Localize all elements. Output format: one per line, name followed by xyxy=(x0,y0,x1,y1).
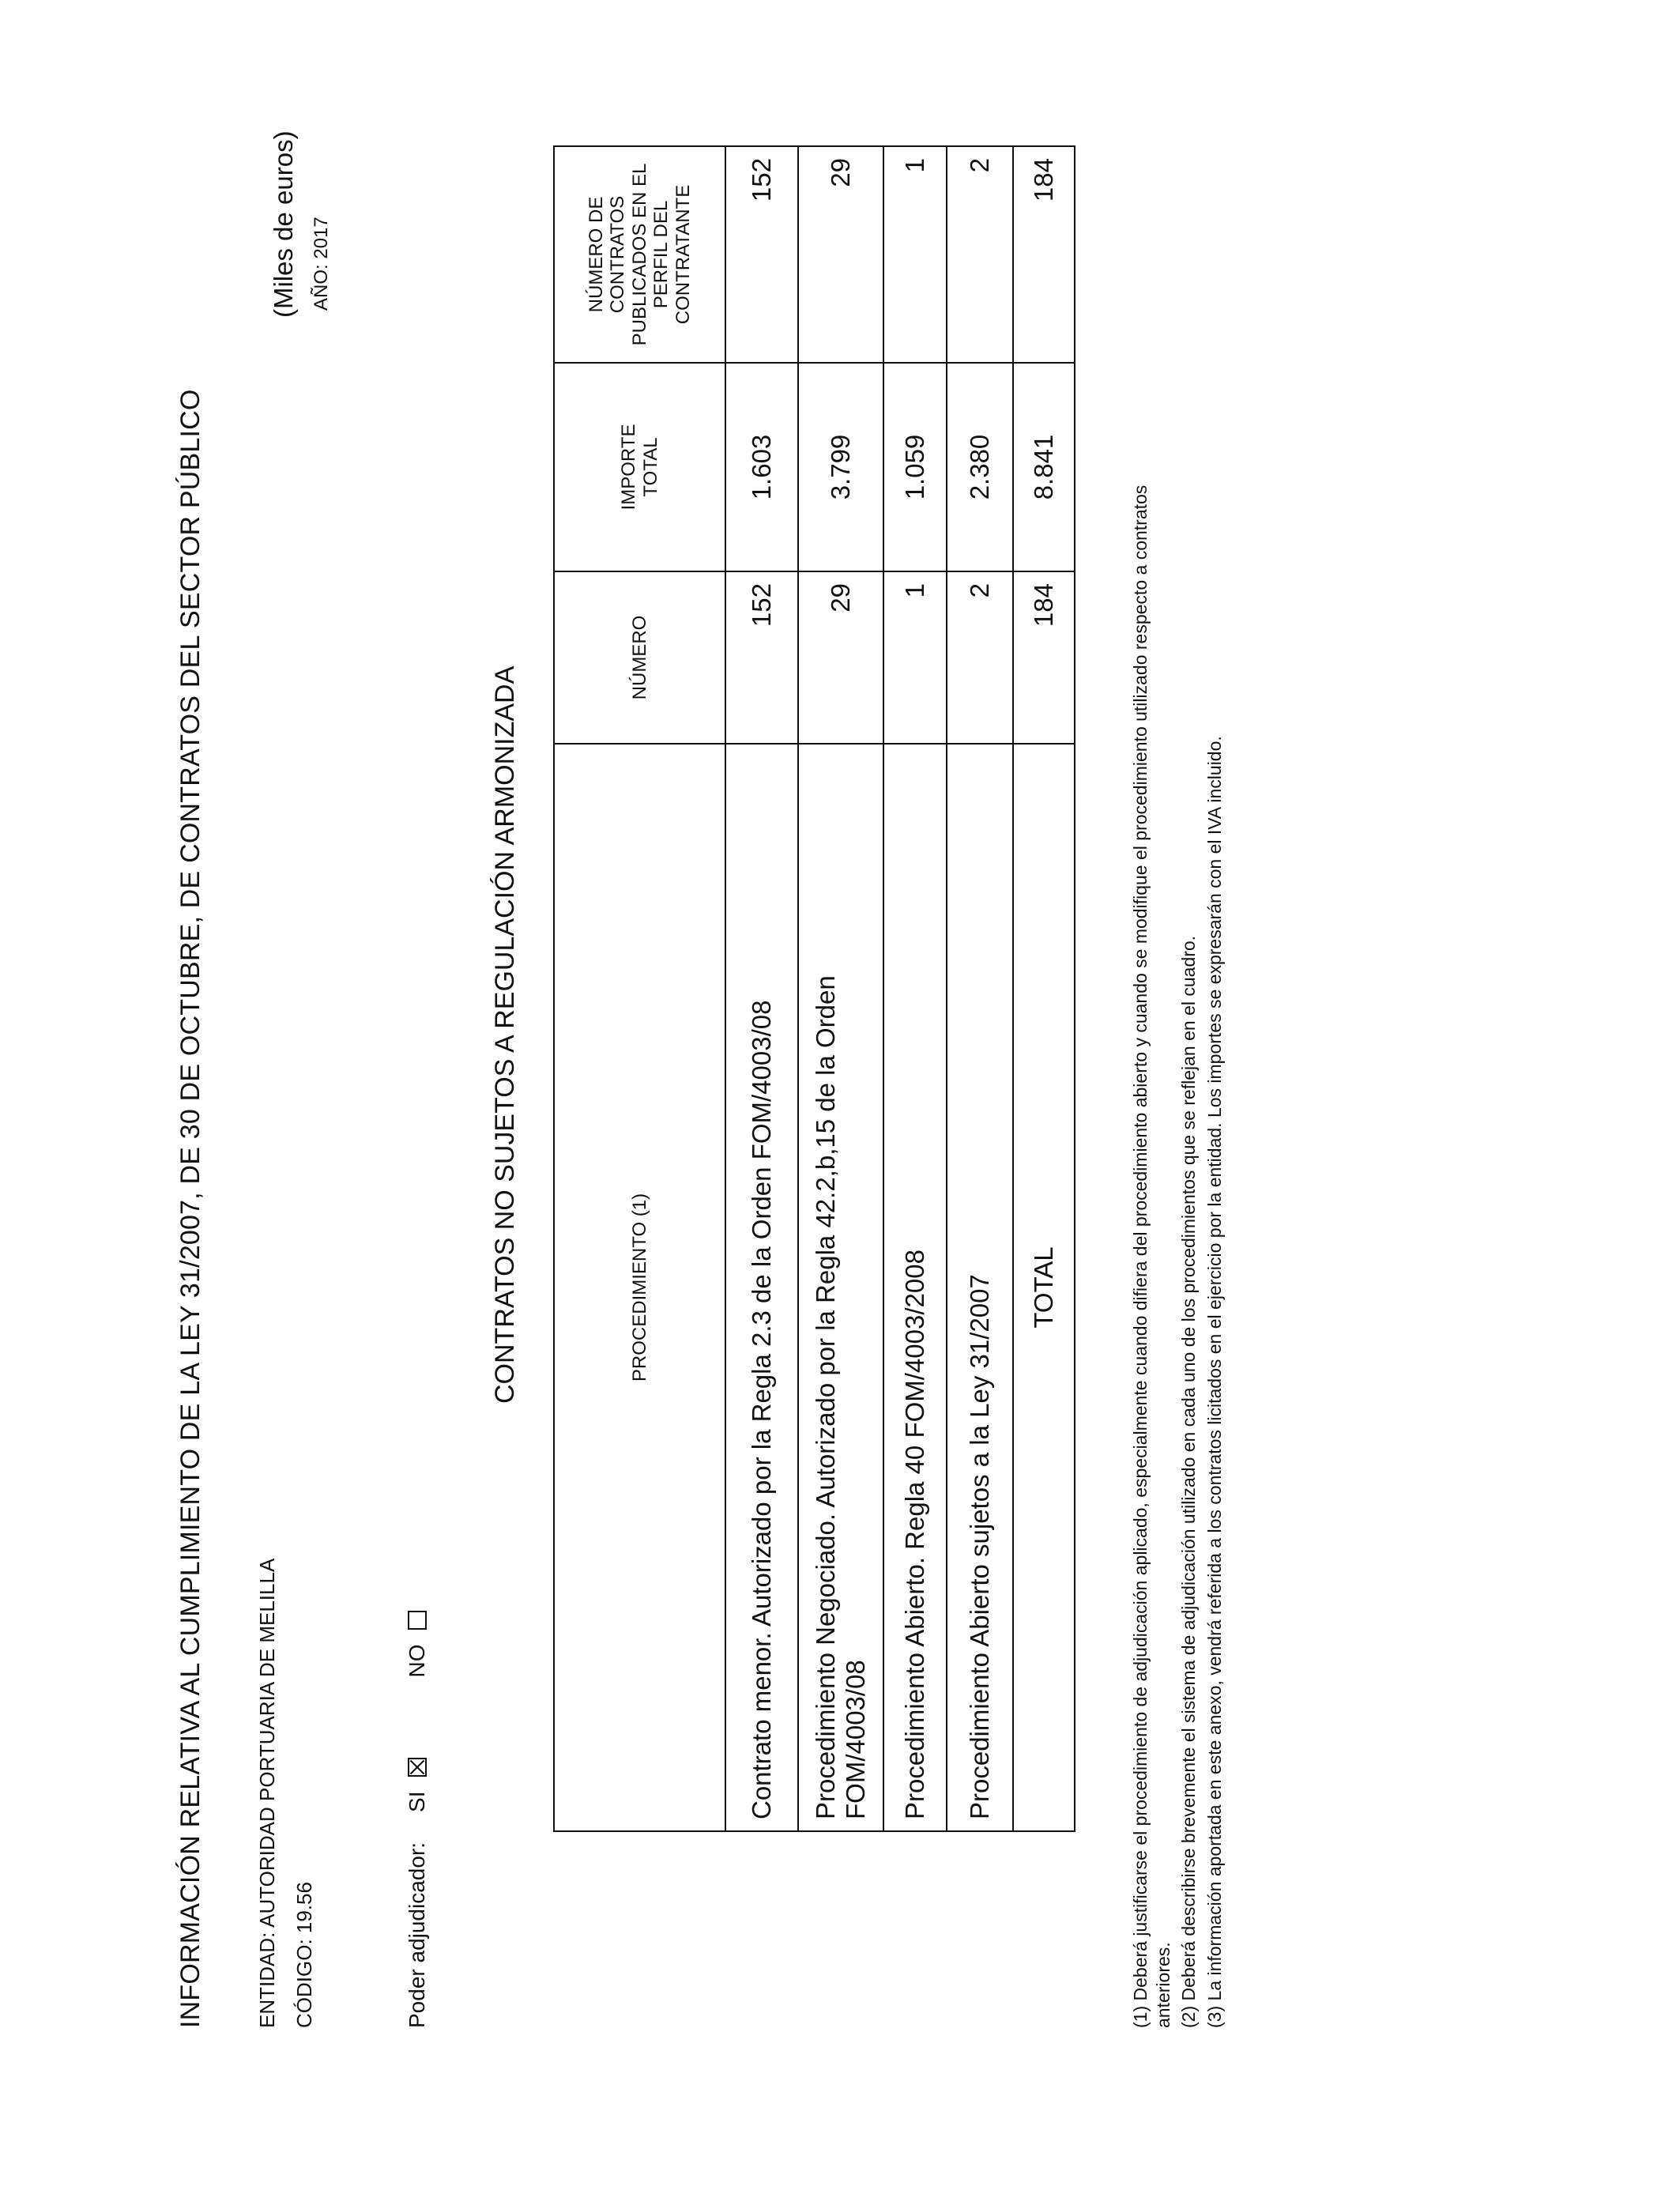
cell-importe: 1.603 xyxy=(725,363,798,571)
cell-publicados: 1 xyxy=(883,146,947,363)
no-checkbox xyxy=(408,1611,427,1630)
poder-adjudicador-label: Poder adjudicador: xyxy=(405,1842,429,2028)
cell-numero: 2 xyxy=(947,571,1013,744)
cell-numero: 1 xyxy=(883,571,947,744)
page-title: INFORMACIÓN RELATIVA AL CUMPLIMIENTO DE LA LEY 31/2007, DE 30 DE OCTUBRE, DE CONTRATOS DEL SECTOR PÚBLICO xyxy=(175,389,205,2028)
cell-procedimiento: Contrato menor. Autorizado por la Regla 2.3 de la Orden FOM/4003/08 xyxy=(725,744,798,1831)
cell-procedimiento: Procedimiento Abierto. Regla 40 FOM/4003/2008 xyxy=(883,744,947,1831)
cell-numero: 29 xyxy=(798,571,883,744)
cell-publicados: 2 xyxy=(947,146,1013,363)
table-row xyxy=(947,146,1013,1831)
header-publicados: NÚMERO DE CONTRATOS PUBLICADOS EN EL PERFIL DEL CONTRATANTE xyxy=(554,146,725,363)
total-numero: 184 xyxy=(1013,571,1075,744)
header-procedimiento: PROCEDIMIENTO (1) xyxy=(554,744,725,1831)
cell-numero: 152 xyxy=(725,571,798,744)
cell-publicados: 152 xyxy=(725,146,798,363)
header-importe: IMPORTE TOTAL xyxy=(554,363,725,571)
cell-procedimiento: Procedimiento Negociado. Autorizado por la Regla 42.2,b,15 de la Orden FOM/4003/08 xyxy=(798,744,883,1831)
cell-procedimiento: Procedimiento Abierto sujetos a la Ley 31/2007 xyxy=(947,744,1013,1831)
cell-importe: 1.059 xyxy=(883,363,947,571)
contracts-table xyxy=(553,145,1075,1832)
total-label: TOTAL xyxy=(1013,744,1075,1831)
table-row xyxy=(725,146,798,1831)
cell-publicados: 29 xyxy=(798,146,883,363)
header-numero: NÚMERO xyxy=(554,571,725,744)
table-header-row xyxy=(554,146,725,1831)
units-label: (Miles de euros) xyxy=(269,130,298,318)
table-row xyxy=(798,146,883,1831)
entity-name: ENTIDAD: AUTORIDAD PORTUARIA DE MELILLA xyxy=(255,1558,279,2028)
footnote-1-continuation: anteriores. xyxy=(1153,1942,1173,2028)
footnote-2: (2) Deberá describirse brevemente el sistema de adjudicación utilizado en cada uno de los procedimientos que se reflejan en el cuadro. xyxy=(1178,935,1199,2028)
cell-importe: 3.799 xyxy=(798,363,883,571)
no-label: NO xyxy=(405,1644,429,1678)
total-importe: 8.841 xyxy=(1013,363,1075,571)
section-title: CONTRATOS NO SUJETOS A REGULACIÓN ARMONIZADA xyxy=(490,665,520,1404)
table-total-row xyxy=(1013,146,1075,1831)
footnote-1: (1) Deberá justificarse el procedimiento de adjudicación aplicado, especialmente cuando difiera del procedimiento abierto y cuando se modifique el procedimiento utilizado respecto a contratos xyxy=(1130,484,1151,2028)
entity-code: CÓDIGO: 19.56 xyxy=(292,1882,316,2028)
poder-adjudicador-row xyxy=(405,1530,430,2028)
footnote-3: (3) La información aportada en este anexo, vendrá referida a los contratos licitados en el ejercicio por la entidad. Los importes se expresarán con el IVA incluido. xyxy=(1204,736,1225,2028)
si-label: SI xyxy=(405,1791,429,1812)
si-checkbox xyxy=(408,1758,427,1777)
cell-importe: 2.380 xyxy=(947,363,1013,571)
total-publicados: 184 xyxy=(1013,146,1075,363)
year-label: AÑO: 2017 xyxy=(311,217,332,311)
table-row xyxy=(883,146,947,1831)
